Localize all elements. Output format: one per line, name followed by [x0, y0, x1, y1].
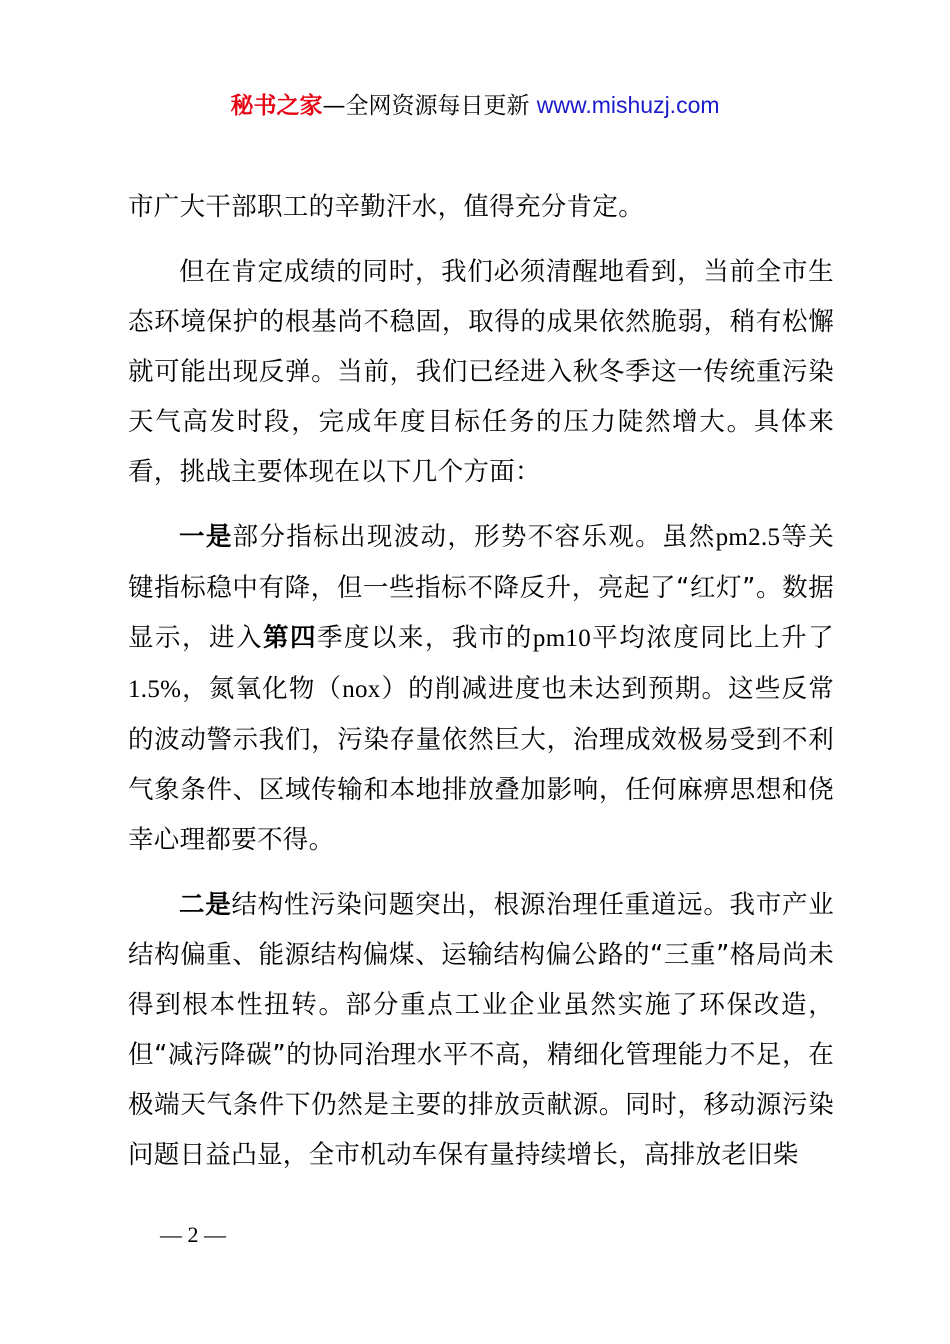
- point-one-text-1: 部分指标出现波动，形势不容乐观。虽然: [232, 522, 716, 552]
- point-one-text-5: ，氮氧化物（: [181, 674, 343, 704]
- point-two-text: 结构性污染问题突出，根源治理任重道远。我市产业结构偏重、能源结构偏煤、运输结构偏公路的“三重”格局尚未得到根本性扭转。部分重点工业企业虽然实施了环保改造，但“减污降碳”的协同治理水平不高，精细化管理能力不足，在极端天气条件下仍然是主要的排放贡献源。同时，移动源污染问题日益凸显，全市机动车保有量持续增长，高排放老旧柴: [128, 890, 834, 1170]
- point-one-text-4: 平均浓度同比上升了: [591, 623, 834, 653]
- nox-term: nox: [342, 676, 381, 703]
- page-number: — 2 —: [160, 1222, 226, 1247]
- header-tagline: —全网资源每日更新: [322, 93, 530, 119]
- site-header: [0, 88, 950, 123]
- document-body: [128, 182, 834, 1195]
- point-one-text-2: 等关键指标稳中有降，但一些指标不降反升，亮起了“红灯”。数据显示，进入: [128, 522, 834, 653]
- quarter-bold: 第四: [262, 623, 317, 653]
- point-one-lead: 一是: [179, 522, 233, 552]
- paragraph-continuation: 市广大干部职工的辛勤汗水，值得充分肯定。: [128, 192, 645, 222]
- point-one-text-6: ）的削减进度也未达到预期。这些反常的波动警示我们，污染存量依然巨大，治理成效极易受到不利气象条件、区域传输和本地排放叠加影响，任何麻痹思想和侥幸心理都要不得。: [128, 674, 834, 855]
- paragraph-challenges-intro: 但在肯定成绩的同时，我们必须清醒地看到，当前全市生态环境保护的根基尚不稳固，取得的成果依然脆弱，稍有松懈就可能出现反弹。当前，我们已经进入秋冬季这一传统重污染天气高发时段，完成年度目标任务的压力陡然增大。具体来看，挑战主要体现在以下几个方面：: [128, 257, 834, 487]
- brand-name: 秘书之家: [230, 93, 323, 119]
- paragraph-point-one: [128, 512, 834, 865]
- pm10-term: pm10: [532, 625, 592, 652]
- point-two-lead: 二是: [179, 890, 232, 920]
- point-one-text-3: 季度以来，我市的: [316, 623, 533, 653]
- pm25-term: pm2.5: [715, 524, 781, 551]
- increase-percent: 1.5%: [128, 676, 182, 703]
- site-url-link[interactable]: www.mishuzj.com: [536, 92, 720, 118]
- paragraph-point-two: [128, 880, 834, 1180]
